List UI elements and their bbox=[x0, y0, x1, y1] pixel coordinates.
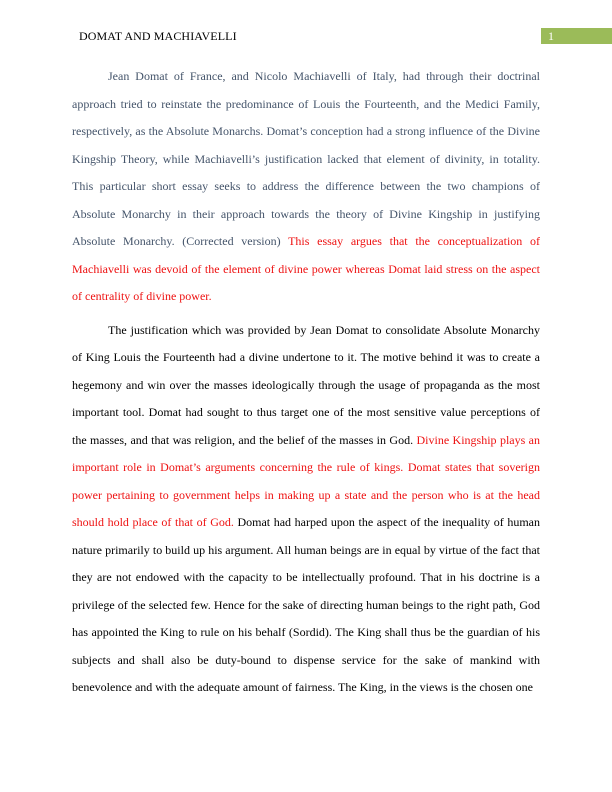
body-text-segment: The justification which was provided by Jean Domat to consolidate Absolute Monarchy of King Louis the Fourteenth had a divine undertone to it. The motive behind it was to create a hegemony and win over the masses ideologically through the usage of propaganda as the most important tool. Domat had sought to thus target one of the most sensitive value perceptions of the masses, and that was religion, and the belief of the masses in God. bbox=[72, 322, 540, 447]
paragraph-intro bbox=[72, 63, 540, 311]
paragraph-domat bbox=[72, 317, 540, 702]
tracked-change-segment: This essay argues that the conceptualization of Machiavelli was devoid of the element of divine power whereas Domat laid stress on the aspect of centrality of divine power. bbox=[72, 234, 540, 303]
revised-text-segment: Jean Domat of France, and Nicolo Machiavelli of Italy, had through their doctrinal approach tried to reinstate the predominance of Louis the Fourteenth, and the Medici Family, respectively, as the Absolute Monarchs. Domat’s conception had a strong influence of the Divine Kingship Theory, while Machiavelli’s justification lacked that element of divinity, in totality. This particular short essay seeks to address the difference between the two champions of Absolute Monarchy in their approach towards the theory of Divine Kingship in justifying Absolute Monarchy. (Corrected version) bbox=[72, 69, 540, 248]
document-body bbox=[72, 63, 540, 708]
page-number: 1 bbox=[541, 28, 612, 44]
body-text-segment: Domat had harped upon the aspect of the inequality of human nature primarily to build up his argument. All human beings are in equal by virtue of the fact that they are not endowed with the capacity to be intellectually profound. That in his doctrine is a privilege of the selected few. Hence for the sake of directing human beings to the right path, God has appointed the King to rule on his behalf (Sordid). The King shall thus be the guardian of his subjects and shall also be duty-bound to dispense service for the sake of mankind with benevolence and with the adequate amount of fairness. The King, in the views is the chosen one bbox=[72, 515, 540, 694]
tracked-change-segment: Divine Kingship plays an important role in Domat’s arguments concerning the rule of kings. Domat states that soverign power pertaining to government helps in making up a state and the person who is at the head should hold place of that of God. bbox=[72, 432, 540, 529]
running-head: DOMAT AND MACHIAVELLI bbox=[79, 29, 237, 43]
